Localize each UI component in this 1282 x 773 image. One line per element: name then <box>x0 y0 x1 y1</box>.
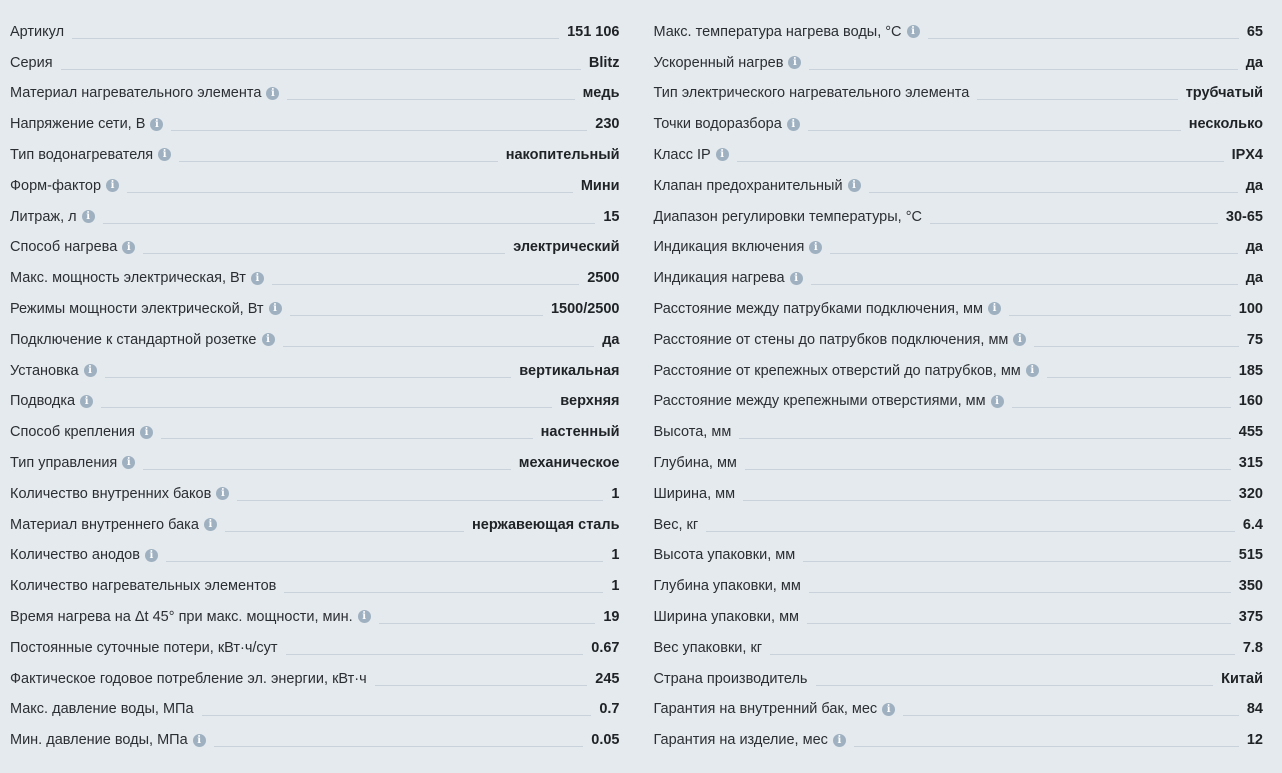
info-icon[interactable]: i <box>907 25 920 38</box>
spec-row <box>654 139 1264 170</box>
leader-line <box>1047 377 1231 378</box>
spec-label: Установка <box>10 362 79 379</box>
spec-label: Расстояние от крепежных отверстий до патрубков, мм <box>653 362 1021 379</box>
spec-label: Фактическое годовое потребление эл. энергии, кВт·ч <box>10 670 367 687</box>
spec-name <box>10 84 279 102</box>
info-icon[interactable]: i <box>251 272 264 285</box>
leader-line <box>809 69 1237 70</box>
spec-row <box>10 601 620 632</box>
spec-label: Страна производитель <box>653 670 808 687</box>
spec-label: Расстояние между патрубками подключения, мм <box>653 300 983 317</box>
spec-label: Серия <box>10 54 53 71</box>
spec-name <box>10 546 158 564</box>
leader-line <box>287 99 574 100</box>
spec-label: Тип электрического нагревательного элемента <box>653 85 970 102</box>
leader-line <box>272 284 579 285</box>
spec-label: Гарантия на внутренний бак, мес <box>653 701 878 718</box>
info-icon[interactable]: i <box>106 179 119 192</box>
spec-name <box>654 454 737 472</box>
spec-value: 350 <box>1238 578 1263 595</box>
spec-label: Расстояние от стены до патрубков подключения, мм <box>653 331 1009 348</box>
leader-line <box>977 99 1177 100</box>
spec-row <box>10 355 620 386</box>
spec-value: да <box>1245 54 1263 71</box>
spec-label: Количество анодов <box>10 547 140 564</box>
spec-value: 1 <box>611 578 620 595</box>
spec-value: 15 <box>603 208 620 225</box>
leader-line <box>1012 407 1231 408</box>
leader-line <box>737 161 1224 162</box>
leader-line <box>286 654 584 655</box>
leader-line <box>928 38 1239 39</box>
spec-name <box>654 731 846 749</box>
leader-line <box>808 130 1181 131</box>
spec-row <box>10 47 620 78</box>
spec-row <box>10 509 620 540</box>
info-icon[interactable]: i <box>204 518 217 531</box>
spec-value: 30-65 <box>1225 208 1263 225</box>
spec-name <box>10 54 53 72</box>
spec-row <box>10 324 620 355</box>
spec-name <box>10 423 153 441</box>
spec-row <box>10 201 620 232</box>
spec-value: 151 106 <box>567 23 620 40</box>
spec-label: Ускоренный нагрев <box>653 54 784 71</box>
info-icon[interactable]: i <box>809 241 822 254</box>
spec-value: вертикальная <box>519 362 620 379</box>
leader-line <box>739 438 1231 439</box>
spec-row <box>10 386 620 417</box>
leader-line <box>166 561 603 562</box>
spec-value: 315 <box>1238 454 1263 471</box>
spec-row <box>10 262 620 293</box>
spec-row <box>654 663 1264 694</box>
spec-row <box>10 170 620 201</box>
info-icon[interactable]: i <box>833 734 846 747</box>
spec-value: несколько <box>1188 116 1263 133</box>
spec-name <box>654 238 823 256</box>
spec-label: Количество внутренних баков <box>10 485 212 502</box>
leader-line <box>284 592 603 593</box>
spec-name <box>10 608 371 626</box>
spec-row <box>654 232 1264 263</box>
spec-name <box>10 362 97 380</box>
spec-value: 6.4 <box>1242 516 1263 533</box>
spec-value: да <box>1245 270 1263 287</box>
spec-name <box>10 177 119 195</box>
spec-value: Мини <box>580 177 620 194</box>
spec-row <box>10 416 620 447</box>
spec-value: 515 <box>1238 547 1263 564</box>
leader-line <box>179 161 498 162</box>
leader-line <box>375 685 588 686</box>
spec-value: 185 <box>1238 362 1263 379</box>
spec-label: Ширина упаковки, мм <box>653 608 800 625</box>
leader-line <box>61 69 581 70</box>
spec-row <box>654 416 1264 447</box>
spec-label: Индикация нагрева <box>653 270 785 287</box>
spec-label: Артикул <box>10 23 65 40</box>
spec-value: 100 <box>1238 300 1263 317</box>
spec-value: 455 <box>1238 424 1263 441</box>
leader-line <box>225 531 464 532</box>
info-icon[interactable]: i <box>790 272 803 285</box>
info-icon[interactable]: i <box>140 426 153 439</box>
spec-value: Blitz <box>588 54 620 71</box>
leader-line <box>214 746 584 747</box>
spec-value: 160 <box>1238 393 1263 410</box>
spec-row <box>10 478 620 509</box>
spec-value: 0.7 <box>599 701 620 718</box>
info-icon[interactable]: i <box>882 703 895 716</box>
spec-label: Литраж, л <box>10 208 77 225</box>
spec-label: Тип управления <box>10 454 118 471</box>
spec-name <box>654 331 1027 349</box>
info-icon[interactable]: i <box>262 333 275 346</box>
spec-value: медь <box>582 85 620 102</box>
spec-label: Диапазон регулировки температуры, °С <box>653 208 922 225</box>
spec-name <box>654 115 800 133</box>
spec-label: Способ нагрева <box>10 239 118 256</box>
spec-row <box>654 262 1264 293</box>
spec-name <box>10 300 282 318</box>
spec-name <box>10 392 93 410</box>
specs-column-right <box>654 16 1264 773</box>
spec-value: 1500/2500 <box>550 300 620 317</box>
leader-line <box>770 654 1235 655</box>
spec-label: Количество нагревательных элементов <box>10 578 277 595</box>
spec-label: Режимы мощности электрической, Вт <box>10 300 264 317</box>
spec-row <box>10 293 620 324</box>
leader-line <box>290 315 543 316</box>
spec-value: IPX4 <box>1231 146 1263 163</box>
spec-row <box>654 108 1264 139</box>
spec-name <box>654 423 732 441</box>
spec-name <box>654 516 699 534</box>
info-icon[interactable]: i <box>158 148 171 161</box>
leader-line <box>811 284 1238 285</box>
spec-value: 245 <box>595 670 620 687</box>
spec-value: нержавеющая сталь <box>472 516 620 533</box>
spec-row <box>654 78 1264 109</box>
spec-name <box>10 208 95 226</box>
spec-name <box>654 639 763 657</box>
spec-value: 230 <box>595 116 620 133</box>
spec-label: Макс. температура нагрева воды, °С <box>653 23 902 40</box>
spec-row <box>654 170 1264 201</box>
info-icon[interactable]: i <box>1026 364 1039 377</box>
specs-column-left <box>10 16 620 773</box>
spec-label: Расстояние между крепежными отверстиями, мм <box>653 393 986 410</box>
spec-value: 0.05 <box>591 732 620 749</box>
spec-name <box>10 639 278 657</box>
spec-name <box>10 238 135 256</box>
spec-name <box>10 700 194 718</box>
spec-name <box>10 516 217 534</box>
leader-line <box>101 407 552 408</box>
spec-name <box>654 208 922 226</box>
spec-row <box>654 201 1264 232</box>
spec-value: 84 <box>1246 701 1263 718</box>
spec-row <box>10 663 620 694</box>
spec-label: Глубина, мм <box>653 454 737 471</box>
info-icon[interactable]: i <box>216 487 229 500</box>
info-icon[interactable]: i <box>787 118 800 131</box>
spec-name <box>10 454 135 472</box>
spec-label: Индикация включения <box>653 239 805 256</box>
spec-row <box>654 355 1264 386</box>
leader-line <box>72 38 559 39</box>
spec-name <box>654 269 803 287</box>
info-icon[interactable]: i <box>266 87 279 100</box>
leader-line <box>807 623 1231 624</box>
info-icon[interactable]: i <box>82 210 95 223</box>
spec-value: 65 <box>1246 23 1263 40</box>
leader-line <box>743 500 1231 501</box>
spec-name <box>654 608 800 626</box>
leader-line <box>379 623 596 624</box>
info-icon[interactable]: i <box>988 302 1001 315</box>
leader-line <box>127 192 573 193</box>
spec-row <box>10 232 620 263</box>
spec-name <box>654 392 1004 410</box>
spec-name <box>10 269 264 287</box>
spec-row <box>10 108 620 139</box>
spec-name <box>654 670 808 688</box>
leader-line <box>143 253 505 254</box>
leader-line <box>706 531 1235 532</box>
leader-line <box>202 715 592 716</box>
spec-label: Мин. давление воды, МПа <box>10 732 188 749</box>
leader-line <box>816 685 1214 686</box>
spec-name <box>654 546 796 564</box>
leader-line <box>161 438 533 439</box>
spec-label: Класс IP <box>653 146 711 163</box>
spec-name <box>654 54 802 72</box>
spec-name <box>10 577 276 595</box>
info-icon[interactable]: i <box>80 395 93 408</box>
spec-label: Ширина, мм <box>653 485 736 502</box>
info-icon[interactable]: i <box>150 118 163 131</box>
info-icon[interactable]: i <box>145 549 158 562</box>
spec-name <box>654 23 920 41</box>
spec-value: 1 <box>611 485 620 502</box>
leader-line <box>745 469 1231 470</box>
spec-value: 12 <box>1246 732 1263 749</box>
spec-row <box>10 540 620 571</box>
spec-row <box>10 139 620 170</box>
leader-line <box>1009 315 1231 316</box>
spec-name <box>654 700 896 718</box>
spec-label: Клапан предохранительный <box>653 177 843 194</box>
spec-label: Форм-фактор <box>10 177 102 194</box>
leader-line <box>103 223 596 224</box>
info-icon[interactable]: i <box>122 456 135 469</box>
info-icon[interactable]: i <box>193 734 206 747</box>
spec-name <box>654 577 801 595</box>
spec-value: да <box>1245 239 1263 256</box>
spec-name <box>654 177 861 195</box>
spec-value: 375 <box>1238 608 1263 625</box>
spec-value: настенный <box>540 424 620 441</box>
leader-line <box>283 346 595 347</box>
spec-row <box>654 509 1264 540</box>
spec-label: Способ крепления <box>10 424 136 441</box>
spec-row <box>10 724 620 755</box>
spec-value: да <box>1245 177 1263 194</box>
spec-name <box>10 146 171 164</box>
spec-value: 19 <box>603 608 620 625</box>
spec-name <box>654 146 729 164</box>
spec-label: Гарантия на изделие, мес <box>653 732 828 749</box>
spec-row <box>10 447 620 478</box>
info-icon[interactable]: i <box>848 179 861 192</box>
spec-row <box>10 78 620 109</box>
spec-name <box>654 485 736 503</box>
spec-row <box>654 293 1264 324</box>
spec-row <box>654 570 1264 601</box>
spec-label: Вес упаковки, кг <box>653 639 763 656</box>
info-icon[interactable]: i <box>122 241 135 254</box>
spec-row <box>10 16 620 47</box>
leader-line <box>903 715 1239 716</box>
spec-label: Высота упаковки, мм <box>653 547 796 564</box>
spec-value: накопительный <box>505 146 620 163</box>
leader-line <box>830 253 1237 254</box>
spec-row <box>654 47 1264 78</box>
spec-label: Подключение к стандартной розетке <box>10 331 257 348</box>
spec-label: Тип водонагревателя <box>10 146 154 163</box>
spec-value: 2500 <box>587 270 620 287</box>
spec-name <box>10 23 64 41</box>
info-icon[interactable]: i <box>788 56 801 69</box>
leader-line <box>237 500 603 501</box>
leader-line <box>854 746 1239 747</box>
spec-label: Макс. давление воды, МПа <box>10 701 194 718</box>
spec-name <box>10 115 163 133</box>
leader-line <box>869 192 1238 193</box>
spec-label: Постоянные суточные потери, кВт·ч/сут <box>10 639 278 656</box>
spec-value: 7.8 <box>1242 639 1263 656</box>
spec-name <box>10 670 367 688</box>
spec-name <box>654 300 1002 318</box>
spec-row <box>654 601 1264 632</box>
spec-row <box>10 570 620 601</box>
spec-label: Материал нагревательного элемента <box>10 85 262 102</box>
spec-row <box>10 694 620 725</box>
spec-value: 320 <box>1238 485 1263 502</box>
info-icon[interactable]: i <box>84 364 97 377</box>
spec-value: механическое <box>518 454 620 471</box>
leader-line <box>809 592 1231 593</box>
spec-row <box>654 386 1264 417</box>
spec-value: 1 <box>611 547 620 564</box>
leader-line <box>1034 346 1238 347</box>
spec-row <box>654 540 1264 571</box>
spec-row <box>10 632 620 663</box>
spec-name <box>654 362 1039 380</box>
spec-label: Время нагрева на Δt 45° при макс. мощности, мин. <box>10 608 353 625</box>
spec-row <box>654 632 1264 663</box>
info-icon[interactable]: i <box>991 395 1004 408</box>
spec-row <box>654 478 1264 509</box>
spec-name <box>10 731 206 749</box>
spec-name <box>10 331 275 349</box>
spec-label: Макс. мощность электрическая, Вт <box>10 270 246 287</box>
spec-value: 0.67 <box>591 639 620 656</box>
spec-label: Напряжение сети, В <box>10 116 146 133</box>
info-icon[interactable]: i <box>358 610 371 623</box>
spec-label: Точки водоразбора <box>653 116 782 133</box>
spec-label: Глубина упаковки, мм <box>653 578 801 595</box>
leader-line <box>143 469 510 470</box>
spec-label: Материал внутреннего бака <box>10 516 199 533</box>
spec-row <box>654 724 1264 755</box>
spec-row <box>654 16 1264 47</box>
spec-row <box>654 694 1264 725</box>
spec-value: трубчатый <box>1185 85 1263 102</box>
info-icon[interactable]: i <box>1013 333 1026 346</box>
spec-value: Китай <box>1221 670 1263 687</box>
leader-line <box>930 223 1218 224</box>
spec-label: Высота, мм <box>653 424 732 441</box>
spec-row <box>654 324 1264 355</box>
spec-value: верхняя <box>560 393 620 410</box>
spec-name <box>654 84 970 102</box>
spec-label: Вес, кг <box>653 516 699 533</box>
spec-value: да <box>602 331 620 348</box>
info-icon[interactable]: i <box>716 148 729 161</box>
leader-line <box>105 377 512 378</box>
spec-row <box>654 447 1264 478</box>
spec-name <box>10 485 229 503</box>
spec-label: Подводка <box>10 393 76 410</box>
spec-value: 75 <box>1246 331 1263 348</box>
leader-line <box>171 130 587 131</box>
leader-line <box>803 561 1231 562</box>
spec-value: электрический <box>513 239 620 256</box>
info-icon[interactable]: i <box>269 302 282 315</box>
